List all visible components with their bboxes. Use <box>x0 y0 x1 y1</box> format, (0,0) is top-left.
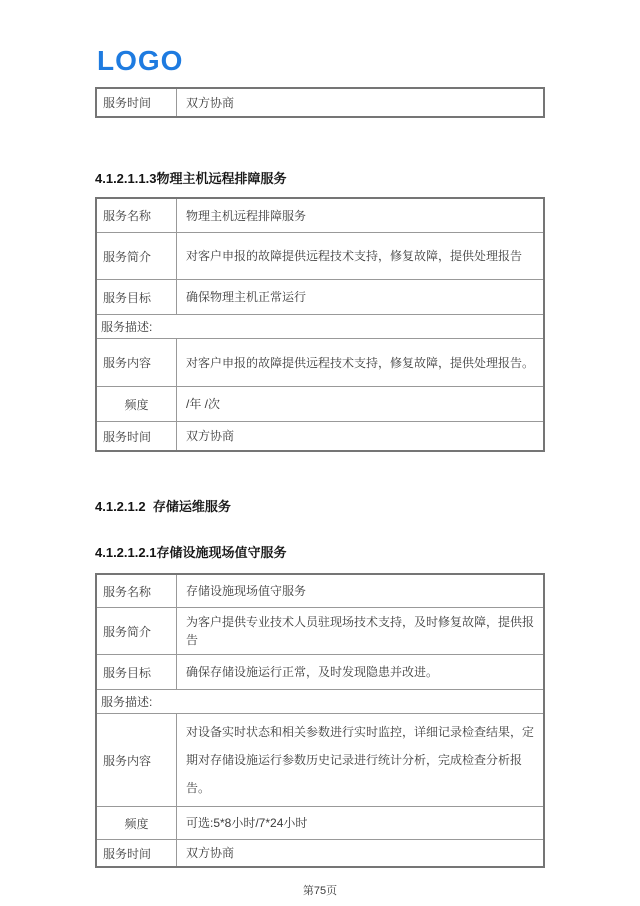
row-value: 对设备实时状态和相关参数进行实时监控，详细记录检查结果，定期对存储设施运行参数历史记录进行统计分析，完成检查分析报告。 <box>186 725 535 795</box>
row-label: 服务简介 <box>97 608 177 654</box>
row-value: 为客户提供专业技术人员驻现场技术支持，及时修复故障，提供报告 <box>186 615 535 647</box>
table-row <box>97 713 543 806</box>
row-label: 服务描述: <box>101 320 153 334</box>
service-table-storage <box>95 573 545 868</box>
table-row-description-header <box>97 314 543 338</box>
section-heading-storage: 4.1.2.1.2.1存储设施现场值守服务 <box>95 545 287 560</box>
section-heading-storage-parent: 4.1.2.1.2 存储运维服务 <box>95 499 231 514</box>
table-row <box>97 806 543 839</box>
company-logo: LOGO <box>97 45 184 76</box>
carryover-table <box>95 87 545 118</box>
row-label: 服务内容 <box>97 714 177 806</box>
table-row <box>97 575 543 607</box>
row-value: 物理主机远程排障服务 <box>186 208 307 223</box>
row-value: 可选:5*8小时/7*24小时 <box>186 816 308 830</box>
service-table-physical <box>95 197 545 452</box>
row-label: 服务描述: <box>101 695 153 709</box>
row-value: 双方协商 <box>186 846 235 860</box>
row-value: 双方协商 <box>186 429 235 443</box>
table-row <box>97 654 543 689</box>
row-label: 服务目标 <box>97 280 177 314</box>
row-label: 服务内容 <box>97 339 177 386</box>
row-label: 服务简介 <box>97 233 177 279</box>
table-row <box>97 421 543 450</box>
row-label: 服务时间 <box>97 89 177 116</box>
table-row <box>97 232 543 279</box>
page-number: 第75页 <box>302 885 338 897</box>
row-label: 频度 <box>97 807 177 839</box>
table-row <box>97 386 543 421</box>
row-value: 双方协商 <box>186 95 235 110</box>
row-value: 确保存储设施运行正常，及时发现隐患并改进。 <box>186 665 439 679</box>
row-value: /年 /次 <box>186 397 221 411</box>
table-row <box>97 89 543 116</box>
section-heading-physical: 4.1.2.1.1.3物理主机远程排障服务 <box>95 171 287 186</box>
row-label: 服务名称 <box>97 199 177 232</box>
row-value: 对客户申报的故障提供远程技术支持，修复故障，提供处理报告 <box>186 249 523 263</box>
table-row <box>97 607 543 654</box>
table-row <box>97 199 543 232</box>
table-row <box>97 338 543 386</box>
row-label: 服务名称 <box>97 575 177 607</box>
table-row-description-header <box>97 689 543 713</box>
row-label: 服务时间 <box>97 422 177 450</box>
row-label: 服务目标 <box>97 655 177 689</box>
page-content <box>0 45 640 898</box>
row-value: 确保物理主机正常运行 <box>186 290 307 304</box>
row-value: 对客户申报的故障提供远程技术支持，修复故障，提供处理报告。 <box>186 355 535 370</box>
row-value: 存储设施现场值守服务 <box>186 584 307 598</box>
table-row <box>97 279 543 314</box>
row-label: 频度 <box>97 387 177 421</box>
table-row <box>97 839 543 866</box>
row-label: 服务时间 <box>97 840 177 866</box>
